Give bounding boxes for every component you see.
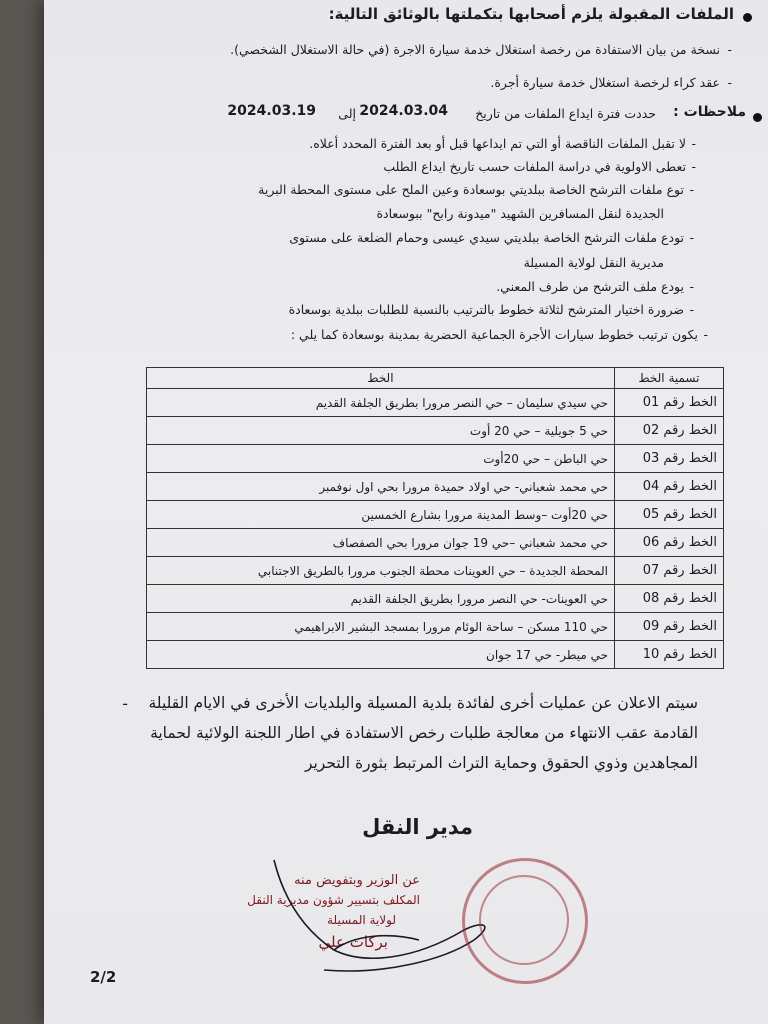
document-item: نسخة من بيان الاستفادة من رخصة استغلال خدمة سيارة الاجرة (في حالة الاستغلال الشخصي). [230,42,720,57]
date-from: 2024.03.04 [359,103,448,119]
line-code: الخط رقم 04 [615,473,724,501]
dash-icon: - [689,230,694,245]
dash-icon: - [727,42,732,57]
line-route: حي سيدي سليمان – حي النصر مرورا بطريق الجلفة القديم [147,389,615,417]
table-row [147,417,724,445]
dash-icon: - [689,279,694,294]
table-row [147,501,724,529]
line-route: حي 5 جويلية – حي 20 أوت [147,417,615,445]
line-route: حي محمد شعباني –حي 19 جوان مرورا بحي الصفصاف [147,529,615,557]
to-word: إلى [338,106,356,121]
line-code: الخط رقم 02 [615,417,724,445]
table-row [147,585,724,613]
table-header-row [147,368,724,389]
page-number: 2/2 [90,968,117,986]
dash-icon: - [691,159,696,174]
line-code: الخط رقم 07 [615,557,724,585]
bullet-icon [743,13,752,22]
line-route: حي الباطن – حي 20أوت [147,445,615,473]
official-seal [462,858,588,984]
note-item: ضرورة اختيار المترشح لثلاثة خطوط بالترتيب بالنسبة للطلبات ببلدية بوسعادة [288,302,684,317]
stamp-line: لولاية المسيلة [327,913,396,927]
note-item: لا تقبل الملفات الناقصة أو التي تم ايداعها قبل أو بعد الفترة المحدد أعلاه. [309,136,686,151]
line-route: حي 20أوت –وسط المدينة مرورا بشارع الخمسين [147,501,615,529]
note-item: تعطى الاولوية في دراسة الملفات حسب تاريخ ايداع الطلب [383,159,686,174]
line-code: الخط رقم 09 [615,613,724,641]
stamp-line: المكلف بتسيير شؤون مديرية النقل [247,893,420,907]
dash-icon: - [689,302,694,317]
stamp-line: عن الوزير وبتفويض منه [294,873,420,888]
note-item: تودع ملفات الترشح الخاصة ببلديتي سيدي عيسى وحمام الضلعة على مستوى [289,230,684,245]
line-route: حي العوينات- حي النصر مرورا بطريق الجلفة القديم [147,585,615,613]
dash-icon: - [727,75,732,90]
table-row [147,389,724,417]
line-code: الخط رقم 08 [615,585,724,613]
routes-table [146,367,724,669]
director-title: مدير النقل [362,815,473,839]
line-route: حي ميطر- حي 17 جوان [147,641,615,669]
line-route: المحطة الجديدة – حي العوينات محطة الجنوب مرورا بالطريق الاجتنابي [147,557,615,585]
table-row [147,445,724,473]
note-item: توع ملفات الترشح الخاصة ببلديتي بوسعادة وعين الملح على مستوى المحطة البرية [258,182,684,197]
line-route: حي 110 مسكن – ساحة الوئام مرورا بمسجد البشير الابراهيمي [147,613,615,641]
dash-icon: - [689,182,694,197]
table-row [147,641,724,669]
announcement-paragraph: سيتم الاعلان عن عمليات أخرى لفائدة بلدية المسيلة والبلديات الأخرى في الايام القليلة القادمة عقب الانتهاء من معالجة طلبات رخص الاستفادة في اطار اللجنة الولائية لحماية المجاهدين وذوي الحقوق وحماية التراث المرتبط بثورة التحرير [148,694,698,772]
notes-title: ملاحظات : [673,104,746,120]
header-route: الخط [147,368,615,389]
documents-heading: الملفات المقبولة يلزم أصحابها بتكملتها بالوثائق التالية: [328,5,734,23]
document-page [44,0,768,1024]
table-row [147,613,724,641]
page-content [44,0,768,1024]
date-to: 2024.03.19 [227,103,316,119]
dash-icon: - [691,136,696,151]
line-route: حي محمد شعباني- حي اولاد حميدة مرورا بحي اول نوفمبر [147,473,615,501]
stamp-line: بركات علي [318,933,388,951]
line-code: الخط رقم 01 [615,389,724,417]
note-item: الجديدة لنقل المسافرين الشهيد "ميدونة رابح" ببوسعادة [376,206,664,221]
dash-icon: - [703,327,708,342]
line-code: الخط رقم 06 [615,529,724,557]
note-item: يودع ملف الترشح من طرف المعني. [496,279,684,294]
document-item: عقد كراء لرخصة استغلال خدمة سيارة أجرة. [490,75,720,90]
line-code: الخط رقم 05 [615,501,724,529]
table-row [147,473,724,501]
line-code: الخط رقم 03 [615,445,724,473]
bullet-icon [753,113,762,122]
dash-icon: - [122,694,128,713]
notes-period-text: حددت فترة ايداع الملفات من تاريخ [475,106,656,121]
seal-inner-ring [479,875,569,965]
header-code: تسمية الخط [615,368,724,389]
table-row [147,557,724,585]
line-code: الخط رقم 10 [615,641,724,669]
table-row [147,529,724,557]
note-item: مديرية النقل لولاية المسيلة [523,255,664,270]
note-item: يكون ترتيب خطوط سيارات الأجرة الجماعية الحضرية بمدينة بوسعادة كما يلي : [290,327,698,342]
